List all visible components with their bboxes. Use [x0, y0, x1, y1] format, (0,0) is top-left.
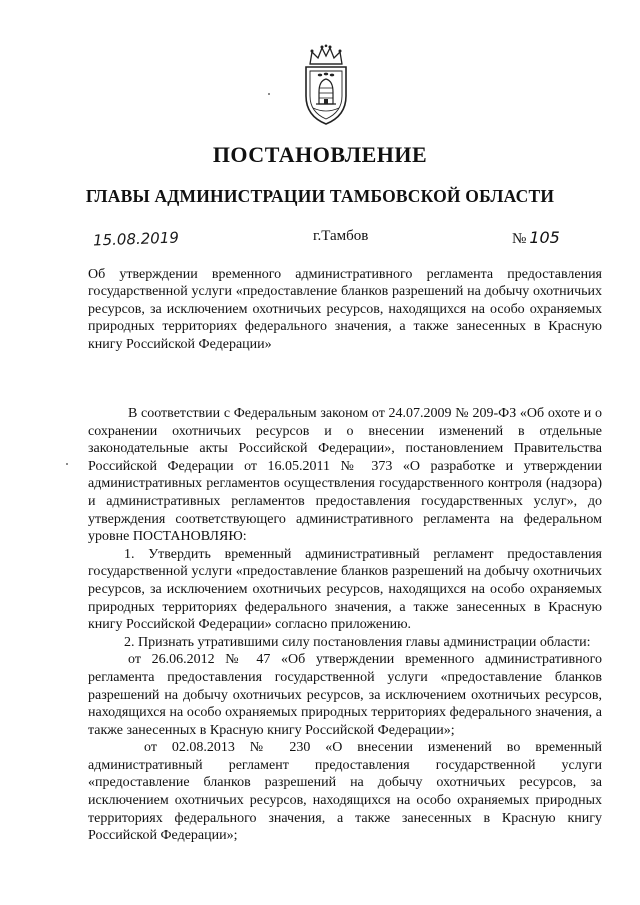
scan-speck — [268, 93, 270, 95]
item-1-paragraph: 1. Утвердить временный административный регламент предоставления государственной услуги «предоставление бланков разрешений на добычу охотничьих ресурсов, за исключением охотничьих ресурсов, находящихся на особо охраняемых природных территориях федерального значения, а также занесенных в Красную книгу Российской Федерации» согласно приложению. — [88, 546, 602, 633]
document-number — [512, 228, 560, 248]
document-title: ПОСТАНОВЛЕНИЕ — [212, 142, 428, 167]
handwritten-number: 105 — [529, 228, 560, 247]
item-2a-paragraph: от 26.06.2012 № 47 «Об утверждении временного административного регламента предоставления государственной услуги «предоставление бланков разрешений на добычу охотничьих ресурсов, за исключением охотничьих ресурсов, находящихся на особо охраняемых природных территориях федерального значения, а также занесенных в Красную книгу Российской Федерации»; — [88, 652, 602, 738]
document-city: г.Тамбов — [313, 228, 369, 244]
preamble-paragraph: В соответствии с Федеральным законом от 24.07.2009 № 209-ФЗ «Об охоте и о сохранении охотничьих ресурсов и о внесении изменений в отдельные законодательные акты Российской Федерации», постановлением Правительства Российской Федерации от 16.05.2011 № 373 «О разработке и утверждении административных регламентов осуществления государственного контроля (надзора) и административных регламентов предоставления государственных услуг», до утверждения соответствующего административного регламента на федеральном уровне ПОСТАНОВЛЯЮ: — [88, 406, 602, 545]
number-sign: № — [512, 231, 527, 247]
tambov-coat-of-arms-icon — [296, 44, 356, 126]
scan-speck — [66, 463, 68, 465]
document-body — [88, 405, 602, 845]
document-subtitle: ГЛАВЫ АДМИНИСТРАЦИИ ТАМБОВСКОЙ ОБЛАСТИ — [85, 186, 555, 206]
item-2-paragraph: 2. Признать утратившими силу постановления главы администрации области: — [124, 634, 591, 650]
handwritten-date: 15.08.2019 — [92, 228, 180, 250]
document-subject: Об утверждении временного административного регламента предоставления государственной услуги «предоставление бланков разрешений на добычу охотничьих ресурсов, за исключением охотничьих ресурсов, находящихся на особо охраняемых природных территориях федерального значения, а также занесенных в Красную книгу Российской Федерации» — [88, 267, 602, 352]
item-2b-paragraph: от 02.08.2013 № 230 «О внесении изменений во временный административный регламент предоставления государственной услуги «предоставление бланков разрешений на добычу охотничьих ресурсов, за исключением охотничьих ресурсов, находящихся на особо охраняемых природных территориях федерального значения, а также занесенных в Красную книгу Российской Федерации»; — [88, 740, 602, 844]
